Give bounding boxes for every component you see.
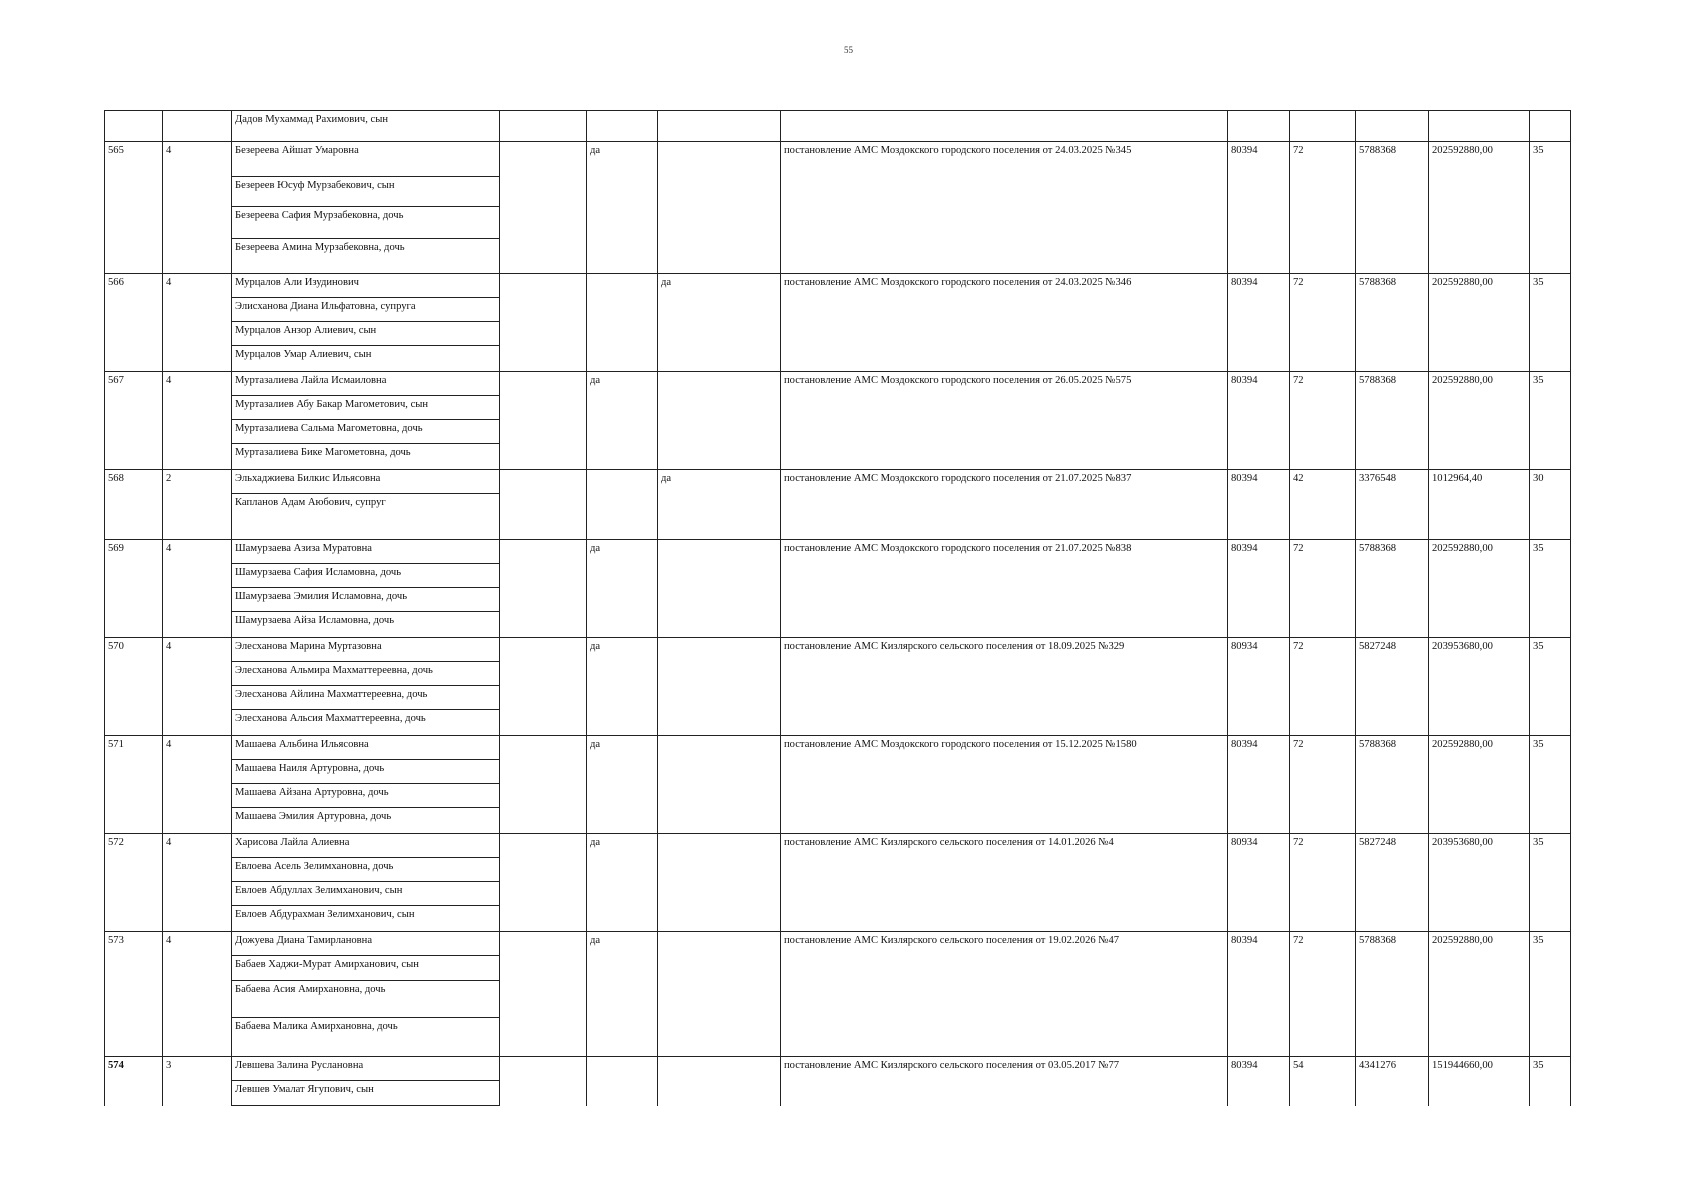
table-row	[105, 1057, 1571, 1106]
value-cell: 5788368	[1356, 274, 1429, 372]
row-number-cell: 569	[105, 540, 163, 638]
family-size-cell: 4	[163, 372, 232, 470]
family-member-name: Безереев Юсуф Мурзабекович, сын	[232, 177, 499, 207]
decree-cell: постановление АМС Кизлярского сельского поселения от 18.09.2025 №329	[781, 638, 1228, 736]
value-cell: 5788368	[1356, 372, 1429, 470]
area-cell: 72	[1290, 638, 1356, 736]
family-member-name: Евлоева Асель Зелимхановна, дочь	[232, 858, 499, 882]
empty-cell	[500, 736, 587, 834]
family-members-cell	[232, 372, 500, 470]
decree-cell: постановление АМС Моздокского городского поселения от 21.07.2025 №838	[781, 540, 1228, 638]
area-cell: 72	[1290, 372, 1356, 470]
category-a-cell: да	[587, 142, 658, 274]
row-number-cell: 568	[105, 470, 163, 540]
value-cell: 5827248	[1356, 638, 1429, 736]
family-member-name: Дожуева Диана Тамирлановна	[232, 932, 499, 956]
area-cell: 42	[1290, 470, 1356, 540]
empty-cell	[500, 540, 587, 638]
code-cell: 80394	[1228, 1057, 1290, 1106]
amount-cell: 202592880,00	[1429, 736, 1530, 834]
family-member-name: Шамурзаева Эмилия Исламовна, дочь	[232, 588, 499, 612]
family-member-name: Элесханова Альсия Махматтереевна, дочь	[235, 713, 426, 724]
decree-cell	[781, 111, 1228, 142]
amount-cell: 202592880,00	[1429, 142, 1530, 274]
family-members-cell	[232, 638, 500, 736]
family-members-cell	[232, 274, 500, 372]
row-number-cell: 571	[105, 736, 163, 834]
row-number-cell: 574	[105, 1057, 163, 1106]
row-number-cell: 570	[105, 638, 163, 736]
percent-cell: 30	[1530, 470, 1571, 540]
family-member-name: Шамурзаева Азиза Муратовна	[232, 540, 499, 564]
amount-cell: 151944660,00	[1429, 1057, 1530, 1106]
row-number-cell	[105, 111, 163, 142]
percent-cell: 35	[1530, 372, 1571, 470]
family-member-name: Машаева Альбина Ильясовна	[232, 736, 499, 760]
percent-cell: 35	[1530, 932, 1571, 1057]
family-members-cell	[232, 540, 500, 638]
area-cell: 72	[1290, 736, 1356, 834]
family-member-name: Безереева Сафия Мурзабековна, дочь	[232, 207, 499, 239]
decree-cell: постановление АМС Моздокского городского поселения от 26.05.2025 №575	[781, 372, 1228, 470]
family-member-name: Дадов Мухаммад Рахимович, сын	[235, 114, 388, 125]
amount-cell: 202592880,00	[1429, 932, 1530, 1057]
decree-cell: постановление АМС Кизлярского сельского поселения от 19.02.2026 №47	[781, 932, 1228, 1057]
category-b-cell	[658, 638, 781, 736]
value-cell: 3376548	[1356, 470, 1429, 540]
area-cell: 72	[1290, 142, 1356, 274]
table-row	[105, 638, 1571, 736]
amount-cell: 202592880,00	[1429, 540, 1530, 638]
family-member-name: Элесханова Альмира Махматтереевна, дочь	[232, 662, 499, 686]
percent-cell	[1530, 111, 1571, 142]
family-size-cell: 4	[163, 638, 232, 736]
family-member-name: Мурцалов Анзор Алиевич, сын	[232, 322, 499, 346]
percent-cell: 35	[1530, 638, 1571, 736]
family-member-name: Муртазалиева Лайла Исмаиловна	[232, 372, 499, 396]
category-a-cell	[587, 1057, 658, 1106]
empty-cell	[500, 932, 587, 1057]
category-a-cell: да	[587, 932, 658, 1057]
family-size-cell: 4	[163, 932, 232, 1057]
table-row	[105, 372, 1571, 470]
family-member-name: Евлоев Абдуллах Зелимханович, сын	[232, 882, 499, 906]
amount-cell: 203953680,00	[1429, 834, 1530, 932]
family-member-name: Машаева Наиля Артуровна, дочь	[232, 760, 499, 784]
category-b-cell: да	[658, 470, 781, 540]
amount-cell: 202592880,00	[1429, 372, 1530, 470]
code-cell: 80394	[1228, 274, 1290, 372]
area-cell: 72	[1290, 932, 1356, 1057]
area-cell: 72	[1290, 834, 1356, 932]
empty-cell	[500, 834, 587, 932]
table-row	[105, 111, 1571, 142]
category-a-cell: да	[587, 736, 658, 834]
family-member-name: Шамурзаева Сафия Исламовна, дочь	[232, 564, 499, 588]
family-members-cell	[232, 834, 500, 932]
percent-cell: 35	[1530, 540, 1571, 638]
table-row	[105, 736, 1571, 834]
table-row	[105, 470, 1571, 540]
family-member-name: Безереева Айшат Умаровна	[232, 142, 499, 177]
decree-cell: постановление АМС Кизлярского сельского поселения от 14.01.2026 №4	[781, 834, 1228, 932]
decree-cell: постановление АМС Моздокского городского поселения от 24.03.2025 №346	[781, 274, 1228, 372]
family-member-name: Левшева Залина Руслановна	[232, 1057, 499, 1081]
row-number-cell: 573	[105, 932, 163, 1057]
category-b-cell	[658, 736, 781, 834]
row-number-cell: 566	[105, 274, 163, 372]
category-b-cell	[658, 111, 781, 142]
family-member-name: Эльхаджиева Билкис Ильясовна	[232, 470, 499, 494]
family-members-cell	[232, 932, 500, 1057]
table-row	[105, 142, 1571, 274]
family-member-name: Муртазалиева Бике Магометовна, дочь	[235, 447, 411, 458]
code-cell: 80934	[1228, 638, 1290, 736]
family-member-name: Бабаев Хаджи-Мурат Амирханович, сын	[232, 956, 499, 981]
family-member-name: Элесханова Айлина Махматтереевна, дочь	[232, 686, 499, 710]
code-cell: 80394	[1228, 142, 1290, 274]
category-a-cell: да	[587, 540, 658, 638]
registry-table	[104, 110, 1571, 1106]
category-b-cell	[658, 372, 781, 470]
decree-cell: постановление АМС Моздокского городского поселения от 21.07.2025 №837	[781, 470, 1228, 540]
amount-cell: 203953680,00	[1429, 638, 1530, 736]
family-size-cell: 4	[163, 834, 232, 932]
family-size-cell: 4	[163, 274, 232, 372]
empty-cell	[500, 111, 587, 142]
amount-cell	[1429, 111, 1530, 142]
decree-cell: постановление АМС Кизлярского сельского поселения от 03.05.2017 №77	[781, 1057, 1228, 1106]
family-member-name: Капланов Адам Аюбович, супруг	[235, 497, 386, 508]
empty-cell	[500, 470, 587, 540]
amount-cell: 1012964,40	[1429, 470, 1530, 540]
category-b-cell	[658, 1057, 781, 1106]
family-member-name: Харисова Лайла Алиевна	[232, 834, 499, 858]
percent-cell: 35	[1530, 736, 1571, 834]
code-cell: 80934	[1228, 834, 1290, 932]
decree-cell: постановление АМС Моздокского городского поселения от 24.03.2025 №345	[781, 142, 1228, 274]
family-member-name: Евлоев Абдурахман Зелимханович, сын	[235, 909, 415, 920]
value-cell: 5827248	[1356, 834, 1429, 932]
category-b-cell: да	[658, 274, 781, 372]
percent-cell: 35	[1530, 274, 1571, 372]
family-member-name: Мурцалов Умар Алиевич, сын	[235, 349, 372, 360]
family-member-name: Муртазалиева Сальма Магометовна, дочь	[232, 420, 499, 444]
amount-cell: 202592880,00	[1429, 274, 1530, 372]
code-cell: 80394	[1228, 470, 1290, 540]
family-members-cell	[232, 142, 500, 274]
category-a-cell	[587, 470, 658, 540]
percent-cell: 35	[1530, 834, 1571, 932]
category-b-cell	[658, 142, 781, 274]
family-member-name: Мурцалов Али Изудинович	[232, 274, 499, 298]
area-cell: 54	[1290, 1057, 1356, 1106]
code-cell: 80394	[1228, 540, 1290, 638]
row-number-cell: 572	[105, 834, 163, 932]
family-member-name: Бабаева Малика Амирхановна, дочь	[235, 1021, 398, 1032]
category-a-cell: да	[587, 372, 658, 470]
family-member-name: Элисханова Диана Ильфатовна, супруга	[232, 298, 499, 322]
category-a-cell: да	[587, 638, 658, 736]
category-b-cell	[658, 834, 781, 932]
code-cell: 80394	[1228, 736, 1290, 834]
family-member-name: Безереева Амина Мурзабековна, дочь	[235, 242, 405, 253]
family-size-cell: 4	[163, 736, 232, 834]
area-cell	[1290, 111, 1356, 142]
empty-cell	[500, 274, 587, 372]
percent-cell: 35	[1530, 142, 1571, 274]
family-members-cell	[232, 1057, 500, 1106]
empty-cell	[500, 372, 587, 470]
family-member-name: Машаева Эмилия Артуровна, дочь	[235, 811, 392, 822]
family-member-name: Бабаева Асия Амирхановна, дочь	[232, 981, 499, 1018]
family-member-name: Машаева Айзана Артуровна, дочь	[232, 784, 499, 808]
value-cell: 5788368	[1356, 142, 1429, 274]
value-cell	[1356, 111, 1429, 142]
percent-cell: 35	[1530, 1057, 1571, 1106]
decree-cell: постановление АМС Моздокского городского поселения от 15.12.2025 №1580	[781, 736, 1228, 834]
table-row	[105, 834, 1571, 932]
value-cell: 5788368	[1356, 540, 1429, 638]
empty-cell	[500, 638, 587, 736]
family-members-cell	[232, 470, 500, 540]
family-members-cell	[232, 736, 500, 834]
family-size-cell: 4	[163, 142, 232, 274]
code-cell	[1228, 111, 1290, 142]
category-a-cell	[587, 111, 658, 142]
family-size-cell: 4	[163, 540, 232, 638]
row-number-cell: 567	[105, 372, 163, 470]
family-size-cell	[163, 111, 232, 142]
family-members-cell	[232, 111, 500, 142]
row-number-cell: 565	[105, 142, 163, 274]
area-cell: 72	[1290, 540, 1356, 638]
code-cell: 80394	[1228, 932, 1290, 1057]
value-cell: 5788368	[1356, 932, 1429, 1057]
page-number: 55	[844, 45, 853, 55]
empty-cell	[500, 1057, 587, 1106]
family-member-name: Муртазалиев Абу Бакар Магометович, сын	[232, 396, 499, 420]
area-cell: 72	[1290, 274, 1356, 372]
family-size-cell: 3	[163, 1057, 232, 1106]
category-a-cell: да	[587, 834, 658, 932]
family-member-name: Левшев Умалат Ягупович, сын	[235, 1084, 374, 1095]
table-row	[105, 540, 1571, 638]
category-b-cell	[658, 540, 781, 638]
registry-table-body	[105, 111, 1571, 1106]
family-size-cell: 2	[163, 470, 232, 540]
value-cell: 5788368	[1356, 736, 1429, 834]
family-member-name: Элесханова Марина Муртазовна	[232, 638, 499, 662]
category-a-cell	[587, 274, 658, 372]
table-row	[105, 932, 1571, 1057]
code-cell: 80394	[1228, 372, 1290, 470]
family-member-name: Шамурзаева Айза Исламовна, дочь	[235, 615, 395, 626]
table-row	[105, 274, 1571, 372]
empty-cell	[500, 142, 587, 274]
category-b-cell	[658, 932, 781, 1057]
value-cell: 4341276	[1356, 1057, 1429, 1106]
